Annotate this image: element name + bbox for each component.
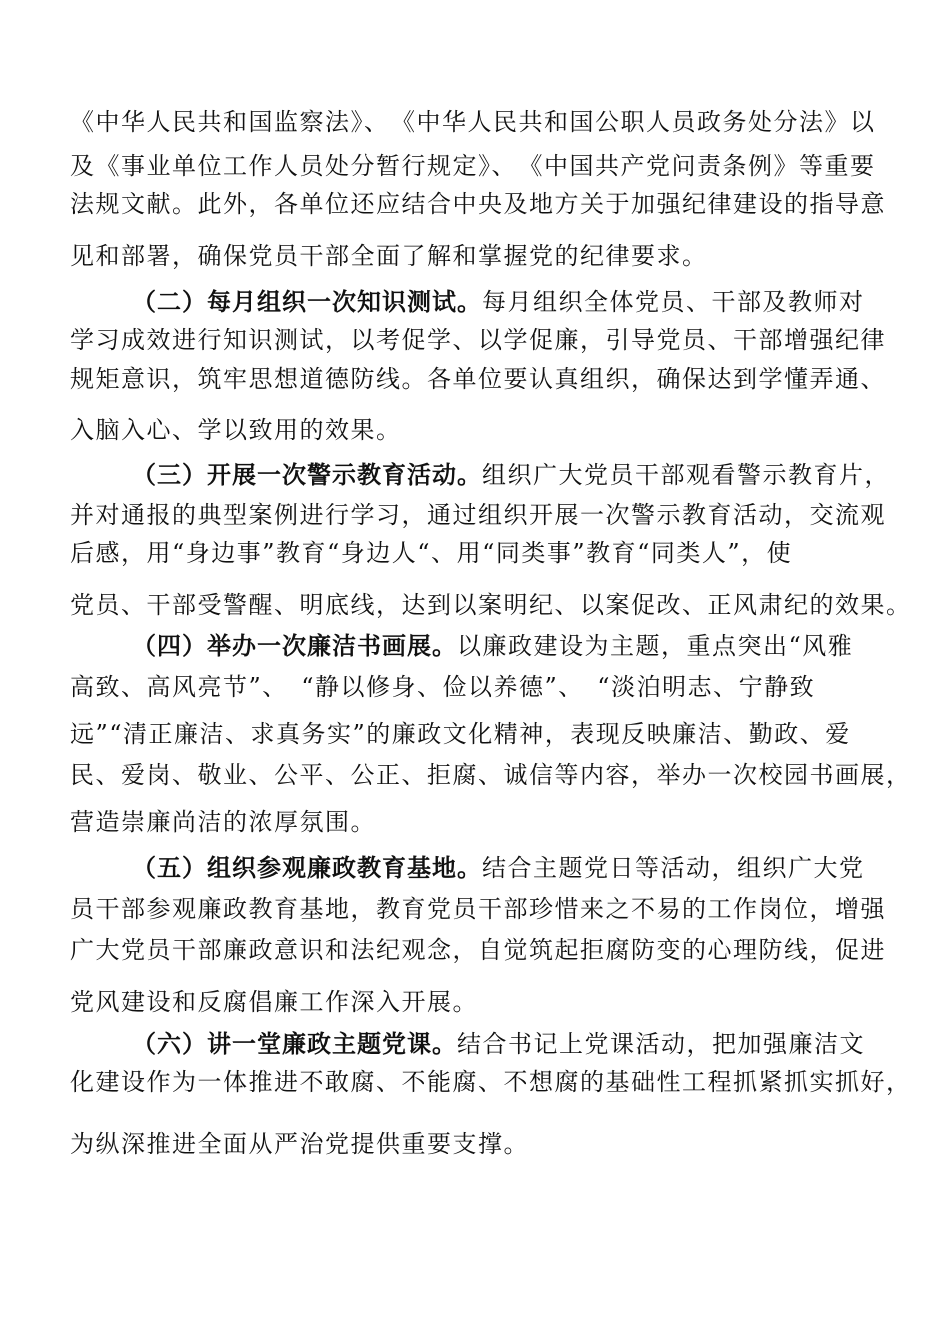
paragraph-line: 入脑入心、学以致用的效果。 [70, 416, 402, 444]
paragraph-line: 法规文献。此外，各单位还应结合中央及地方关于加强纪律建设的指导意 [70, 190, 886, 218]
section-heading: （六）讲一堂廉政主题党课。 [132, 1030, 457, 1058]
section-heading: （四）举办一次廉洁书画展。 [132, 632, 457, 660]
section-heading: （二）每月组织一次知识测试。 [132, 288, 482, 316]
paragraph-line: 民、爱岗、敬业、公平、公正、拒腐、诚信等内容，举办一次校园书画展， [70, 761, 912, 789]
paragraph-text: 结合主题党日等活动，组织广大党 [482, 854, 865, 882]
paragraph-line: 见和部署，确保党员干部全面了解和掌握党的纪律要求。 [70, 242, 708, 270]
paragraph-text: 以廉政建设为主题，重点突出“风雅 [457, 632, 854, 660]
paragraph-text: 结合书记上党课活动，把加强廉洁文 [457, 1030, 865, 1058]
paragraph-line: 学习成效进行知识测试，以考促学、以学促廉，引导党员、干部增强纪律 [70, 326, 886, 354]
paragraph-line: 党员、干部受警醒、明底线，达到以案明纪、以案促改、正风肃纪的效果。 [70, 591, 912, 619]
section-heading: （三）开展一次警示教育活动。 [132, 461, 482, 489]
paragraph-line: 党风建设和反腐倡廉工作深入开展。 [70, 988, 478, 1016]
section-6-first-line [132, 1028, 865, 1060]
paragraph-text: 组织广大党员干部观看警示教育片， [482, 461, 890, 489]
paragraph-line: 广大党员干部廉政意识和法纪观念，自觉筑起拒腐防变的心理防线，促进 [70, 936, 886, 964]
paragraph-line: 为纵深推进全面从严治党提供重要支撑。 [70, 1130, 529, 1158]
section-5-first-line [132, 852, 865, 884]
paragraph-line: 员干部参观廉政教育基地，教育党员干部珍惜来之不易的工作岗位，增强 [70, 895, 886, 923]
paragraph-line: 并对通报的典型案例进行学习，通过组织开展一次警示教育活动，交流观 [70, 501, 886, 529]
paragraph-line: 规矩意识，筑牢思想道德防线。各单位要认真组织，确保达到学懂弄通、 [70, 365, 886, 393]
paragraph-line: 营造崇廉尚洁的浓厚氛围。 [70, 808, 376, 836]
paragraph-line: 及《事业单位工作人员处分暂行规定》、 《中国共产党问责条例》等重要 [70, 152, 876, 180]
section-3-first-line [132, 459, 890, 491]
section-2-first-line [132, 286, 865, 318]
paragraph-line: 化建设作为一体推进不敢腐、不能腐、不想腐的基础性工程抓紧抓实抓好， [70, 1068, 912, 1096]
section-heading: （五）组织参观廉政教育基地。 [132, 854, 482, 882]
paragraph-line: 远”“清正廉洁、求真务实”的廉政文化精神，表现反映廉洁、勤政、爱 [70, 720, 851, 748]
paragraph-text: 每月组织全体党员、干部及教师对 [482, 288, 865, 316]
section-4-first-line [132, 630, 853, 662]
paragraph-line: 高致、高风亮节”、 “静以修身、俭以养德”、 “淡泊明志、宁静致 [70, 673, 816, 701]
paragraph-line: 后感，用“身边事”教育“身边人“、用“同类事”教育“同类人”，使 [70, 539, 793, 567]
paragraph-line: 《中华人民共和国监察法》、 《中华人民共和国公职人员政务处分法》以 [70, 108, 876, 136]
